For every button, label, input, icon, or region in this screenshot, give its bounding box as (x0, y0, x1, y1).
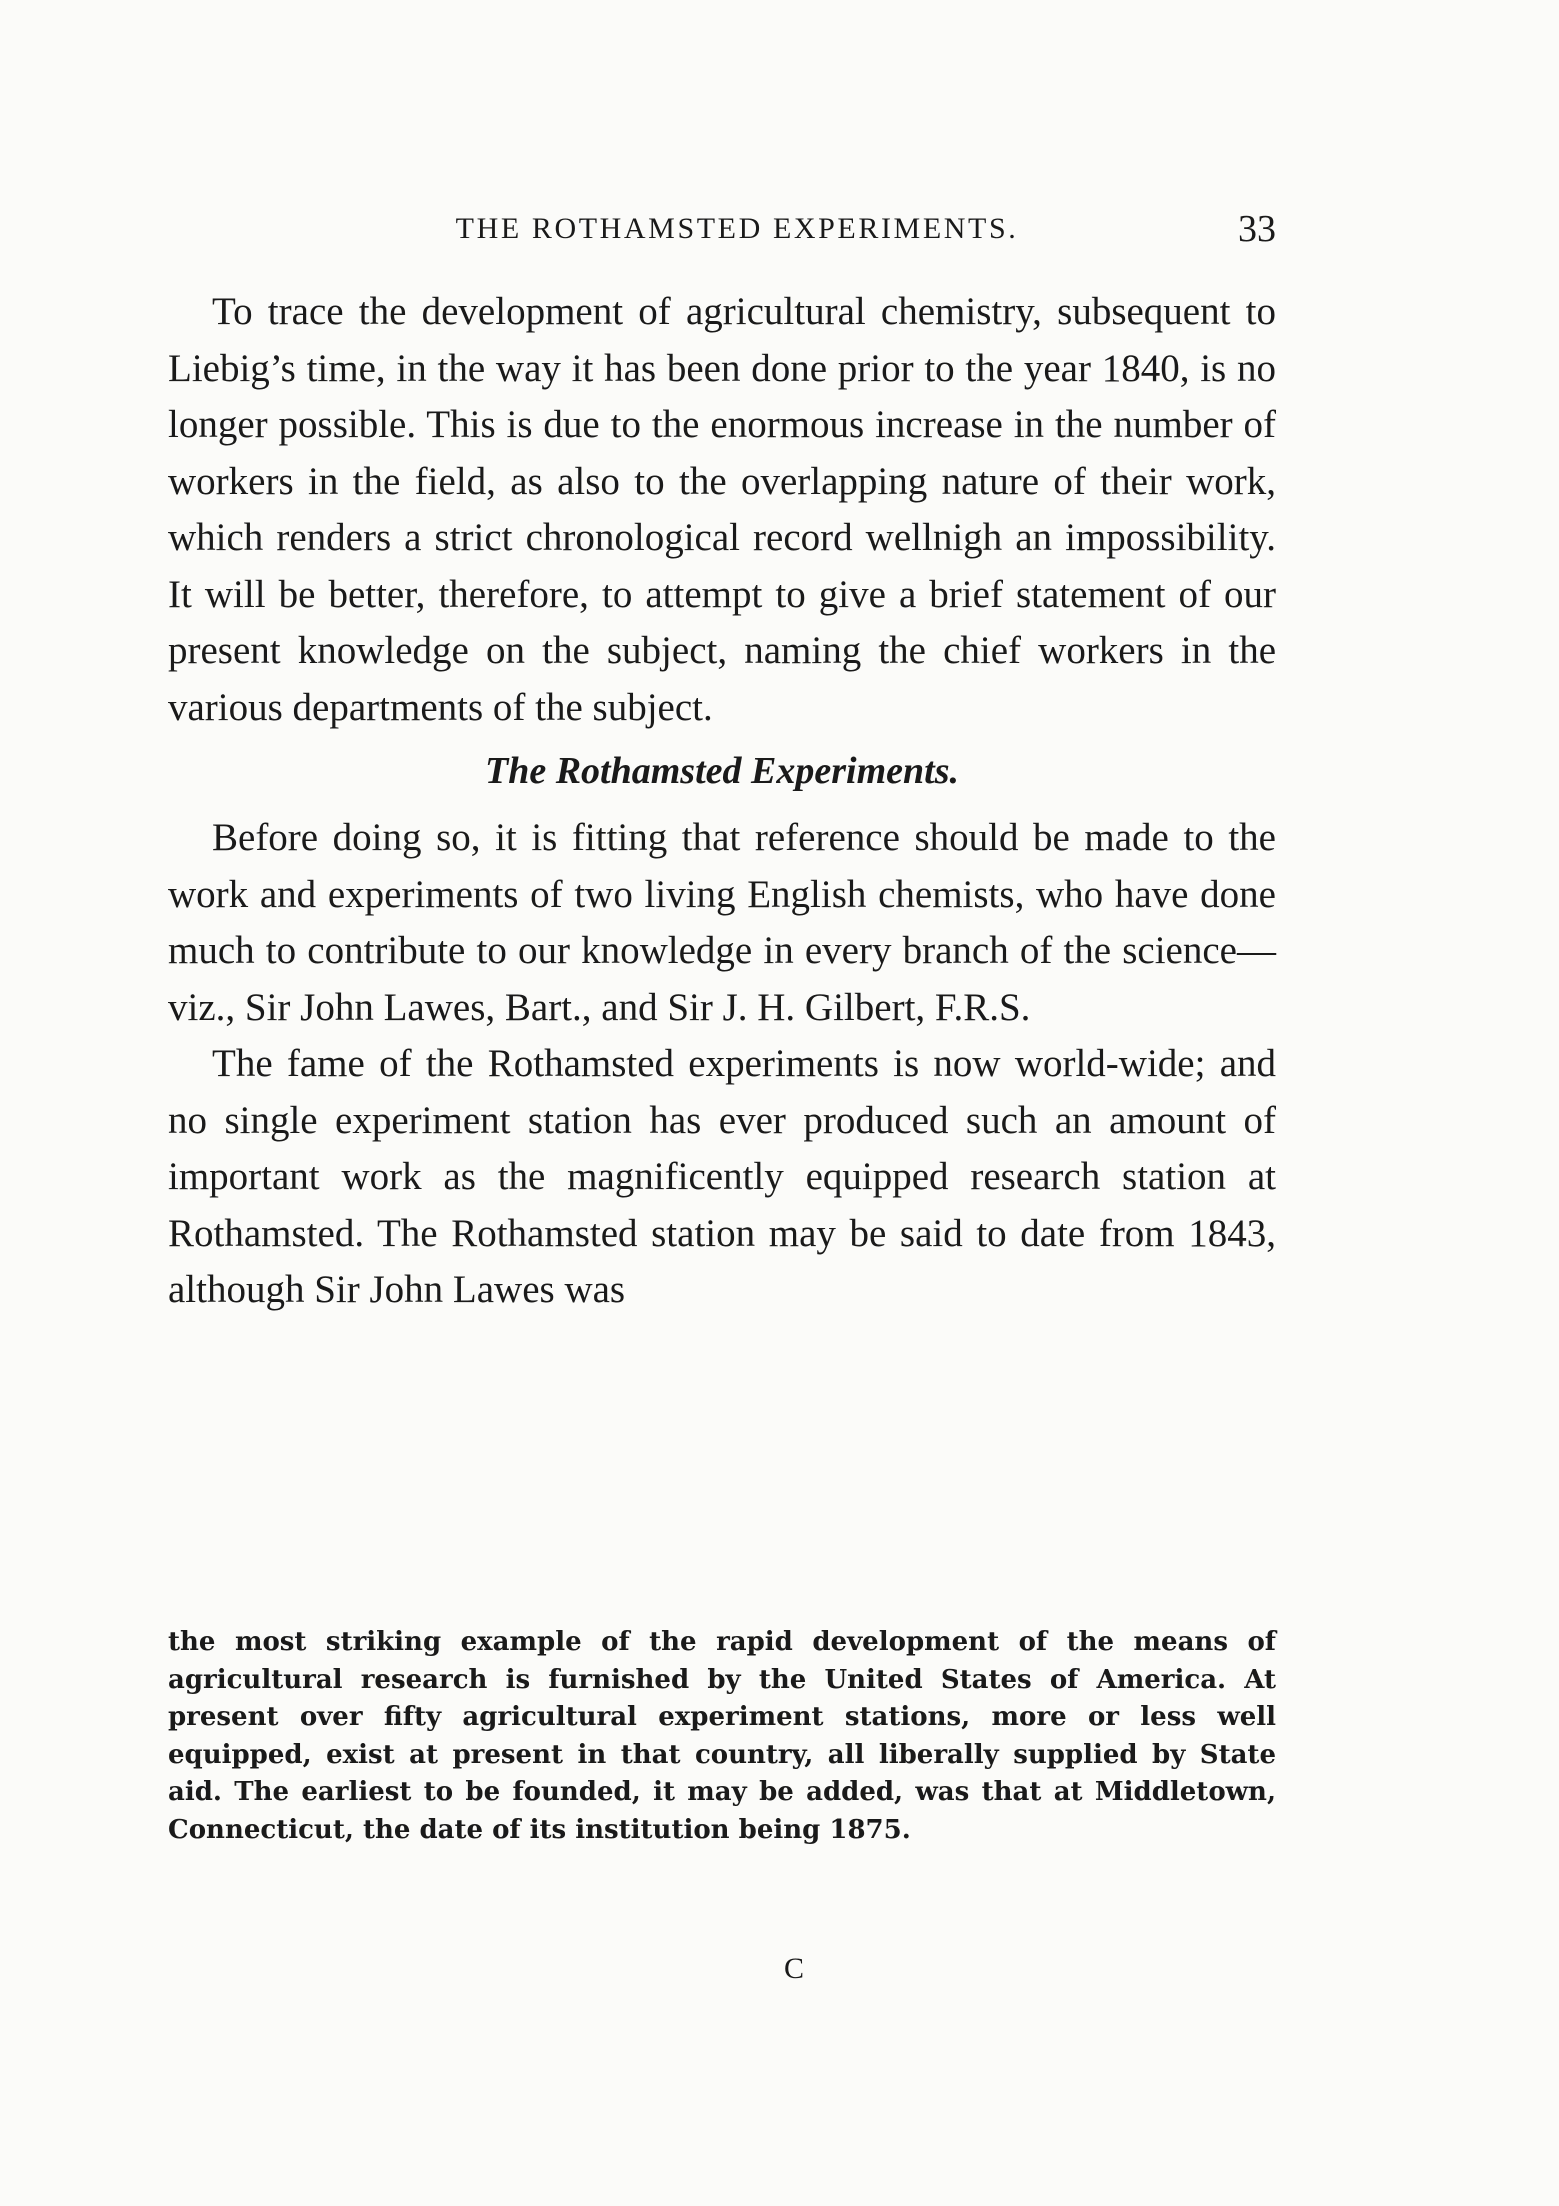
page-header (168, 204, 1276, 254)
section-title: The Rothamsted Experiments. (485, 750, 959, 792)
paragraph-2: Before doing so, it is fitting that reference should be made to the work and experiments of two living English chemists, who have done much to contribute to our knowledge in every branch of the science—viz., Sir John Lawes, Bart., and Sir J. H. Gilbert, F.R.S. (168, 816, 1276, 1029)
paragraph-1: To trace the development of agricultural chemistry, subsequent to Liebig’s time, in the way it has been done prior to the year 1840, is no longer possible. This is due to the enormous increase in the number of workers in the field, as also to the overlapping nature of their work, which renders a strict chronological record wellnigh an impossibility. It will be better, therefore, to attempt to give a brief statement of our present knowledge on the subject, naming the chief workers in the various departments of the subject. (168, 290, 1276, 729)
footnote (168, 1624, 1276, 1849)
body-text (168, 284, 1276, 1319)
signature-mark: C (783, 1952, 805, 1985)
paragraph-3: The fame of the Rothamsted experiments is now world-wide; and no single experiment station has ever produced such an amount of important work as the magnificently equipped research station at Rothamsted. The Rothamsted station may be said to date from 1843, although Sir John Lawes was (168, 1042, 1276, 1311)
footnote-text: the most striking example of the rapid development of the means of agricultural research is furnished by the United States of America. At present over fifty agricultural experiment stations, more or less well equipped, exist at present in that country, all liberally supplied by State aid. The earliest to be founded, it may be added, was that at Middletown, Connecticut, the date of its institution being 1875. (168, 1627, 1276, 1845)
running-head: THE ROTHAMSTED EXPERIMENTS. (455, 212, 1019, 245)
page-number: 33 (1238, 208, 1276, 250)
